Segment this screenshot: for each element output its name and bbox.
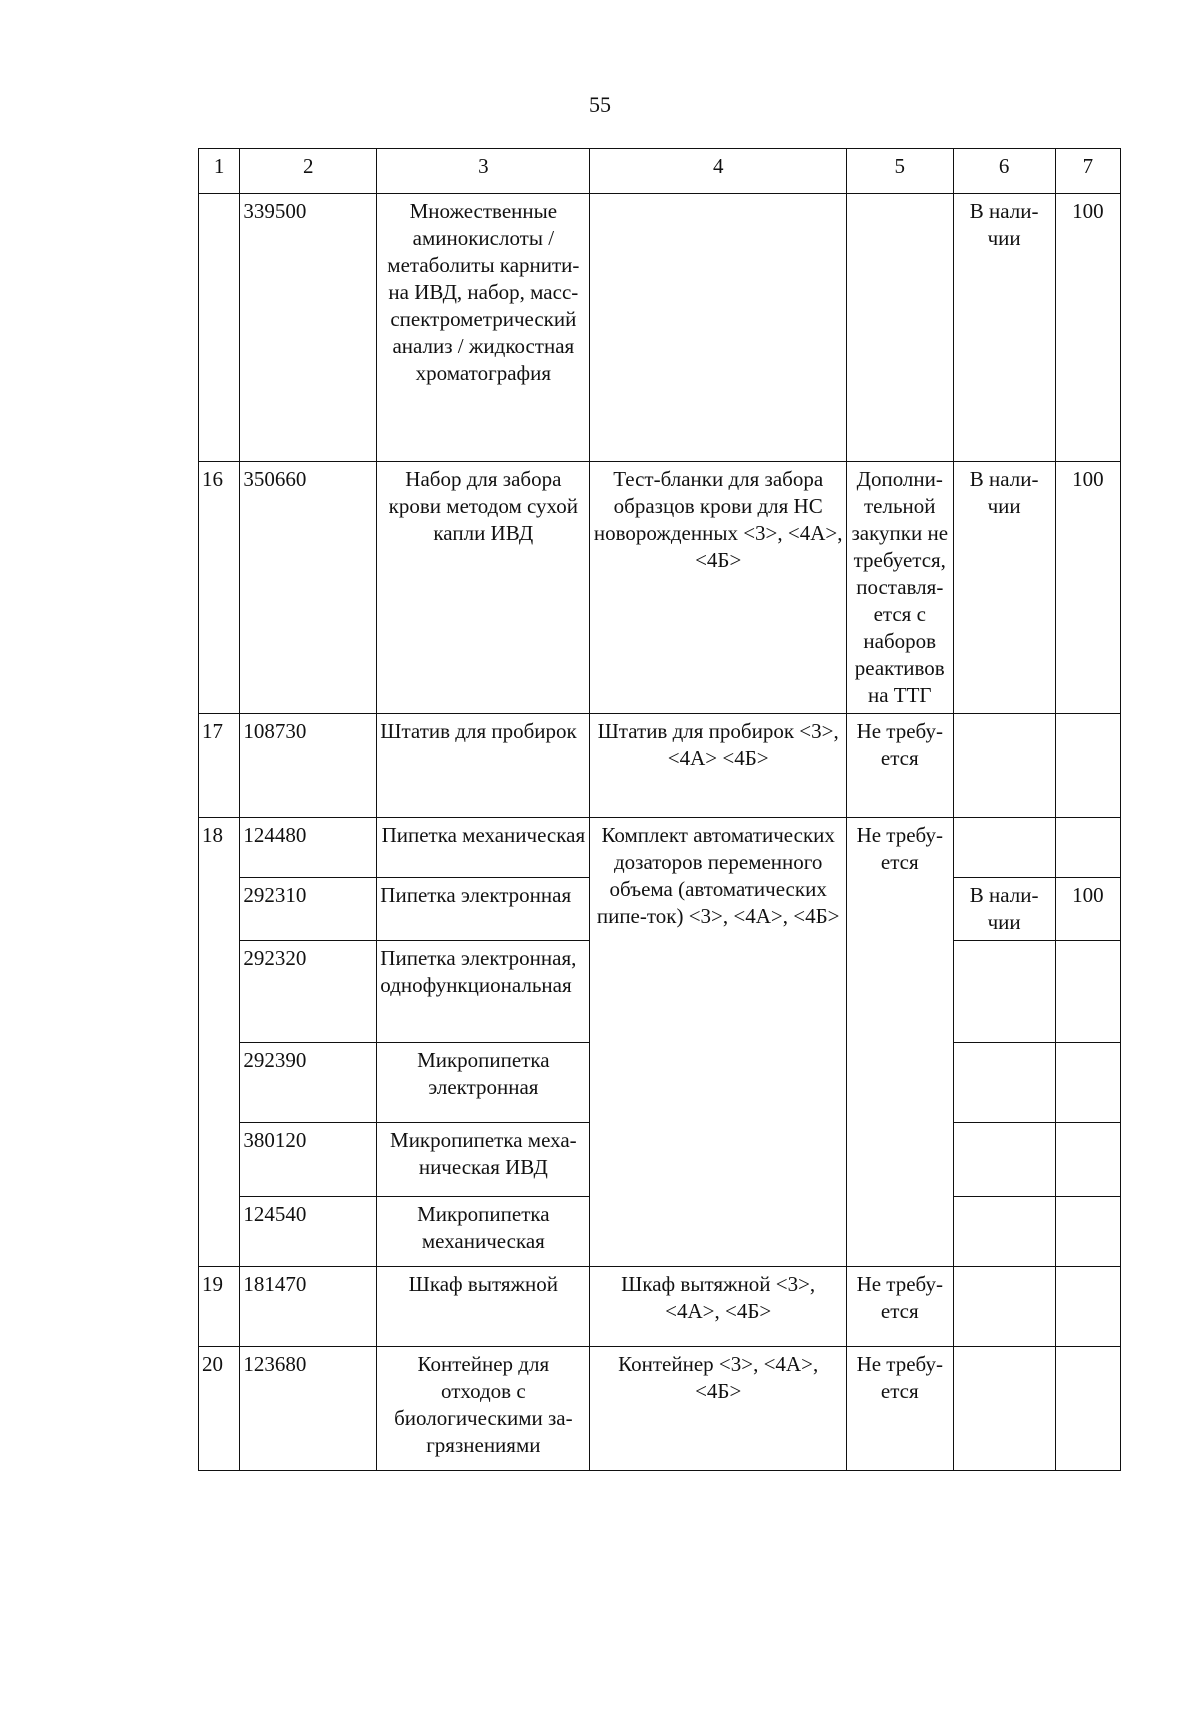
quantity-cell — [1055, 941, 1120, 1043]
name-cell: Контейнер для отходов с биологическими за-грязнениями — [377, 1347, 590, 1471]
requirement-cell: Не требу-ется — [846, 1347, 953, 1471]
quantity-cell — [1055, 1347, 1120, 1471]
name-cell: Пипетка электронная, однофункциональная — [377, 941, 590, 1043]
requirement-cell — [846, 194, 953, 462]
quantity-cell: 100 — [1055, 462, 1120, 714]
code-cell: 339500 — [240, 194, 377, 462]
description-cell: Штатив для пробирок <3>, <4А> <4Б> — [590, 714, 847, 818]
name-cell: Штатив для пробирок — [377, 714, 590, 818]
description-cell: Тест-бланки для забора образцов крови для НС новорожденных <3>, <4А>, <4Б> — [590, 462, 847, 714]
availability-cell — [953, 1123, 1055, 1197]
quantity-cell — [1055, 1197, 1120, 1267]
name-cell: Пипетка электронная — [377, 878, 590, 941]
requirement-cell: Не требу-ется — [846, 714, 953, 818]
header-cell: 7 — [1055, 149, 1120, 194]
availability-cell: В нали-чии — [953, 878, 1055, 941]
code-cell: 123680 — [240, 1347, 377, 1471]
code-cell: 380120 — [240, 1123, 377, 1197]
quantity-cell: 100 — [1055, 194, 1120, 462]
availability-cell — [953, 1197, 1055, 1267]
availability-cell — [953, 1347, 1055, 1471]
row-number-cell — [199, 194, 240, 462]
quantity-cell — [1055, 1123, 1120, 1197]
row-number-cell: 19 — [199, 1267, 240, 1347]
name-cell: Микропипетка меха-ническая ИВД — [377, 1123, 590, 1197]
row-number-cell: 17 — [199, 714, 240, 818]
code-cell: 181470 — [240, 1267, 377, 1347]
header-cell: 2 — [240, 149, 377, 194]
code-cell: 292310 — [240, 878, 377, 941]
description-cell: Шкаф вытяжной <3>, <4А>, <4Б> — [590, 1267, 847, 1347]
requirement-cell: Дополни-тельной закупки не требуется, поставля-ется с наборов реактивов на ТТГ — [846, 462, 953, 714]
table-row — [199, 714, 1121, 818]
availability-cell: В нали-чии — [953, 194, 1055, 462]
page-number: 55 — [589, 92, 611, 117]
table-row — [199, 194, 1121, 462]
header-cell: 3 — [377, 149, 590, 194]
name-cell: Набор для забора крови методом сухой капли ИВД — [377, 462, 590, 714]
quantity-cell — [1055, 714, 1120, 818]
quantity-cell: 100 — [1055, 878, 1120, 941]
availability-cell: В нали-чии — [953, 462, 1055, 714]
table-row — [199, 1347, 1121, 1471]
description-cell: Контейнер <3>, <4А>, <4Б> — [590, 1347, 847, 1471]
availability-cell — [953, 1267, 1055, 1347]
table-row — [199, 1267, 1121, 1347]
equipment-table — [198, 148, 1121, 1471]
quantity-cell — [1055, 1043, 1120, 1123]
quantity-cell — [1055, 818, 1120, 878]
row-number-cell: 16 — [199, 462, 240, 714]
table-row — [199, 462, 1121, 714]
header-cell: 4 — [590, 149, 847, 194]
availability-cell — [953, 941, 1055, 1043]
row-number-cell: 20 — [199, 1347, 240, 1471]
header-cell: 5 — [846, 149, 953, 194]
quantity-cell — [1055, 1267, 1120, 1347]
description-cell — [590, 194, 847, 462]
header-cell: 1 — [199, 149, 240, 194]
availability-cell — [953, 714, 1055, 818]
table-header-row — [199, 149, 1121, 194]
code-cell: 124540 — [240, 1197, 377, 1267]
name-cell: Множественные аминокислоты / метаболиты карнити-на ИВД, набор, масс-спектрометрический анализ / жидкостная хроматография — [377, 194, 590, 462]
availability-cell — [953, 818, 1055, 878]
header-cell: 6 — [953, 149, 1055, 194]
requirement-cell: Не требу-ется — [846, 818, 953, 1267]
code-cell: 292390 — [240, 1043, 377, 1123]
row-number-cell: 18 — [199, 818, 240, 1267]
code-cell: 108730 — [240, 714, 377, 818]
availability-cell — [953, 1043, 1055, 1123]
code-cell: 124480 — [240, 818, 377, 878]
requirement-cell: Не требу-ется — [846, 1267, 953, 1347]
name-cell: Пипетка механическая — [377, 818, 590, 878]
name-cell: Микропипетка электронная — [377, 1043, 590, 1123]
name-cell: Микропипетка механическая — [377, 1197, 590, 1267]
name-cell: Шкаф вытяжной — [377, 1267, 590, 1347]
table-row — [199, 818, 1121, 878]
code-cell: 350660 — [240, 462, 377, 714]
code-cell: 292320 — [240, 941, 377, 1043]
description-cell: Комплект автоматических дозаторов переменного объема (автоматических пипе-ток) <3>, <4А>, <4Б> — [590, 818, 847, 1267]
